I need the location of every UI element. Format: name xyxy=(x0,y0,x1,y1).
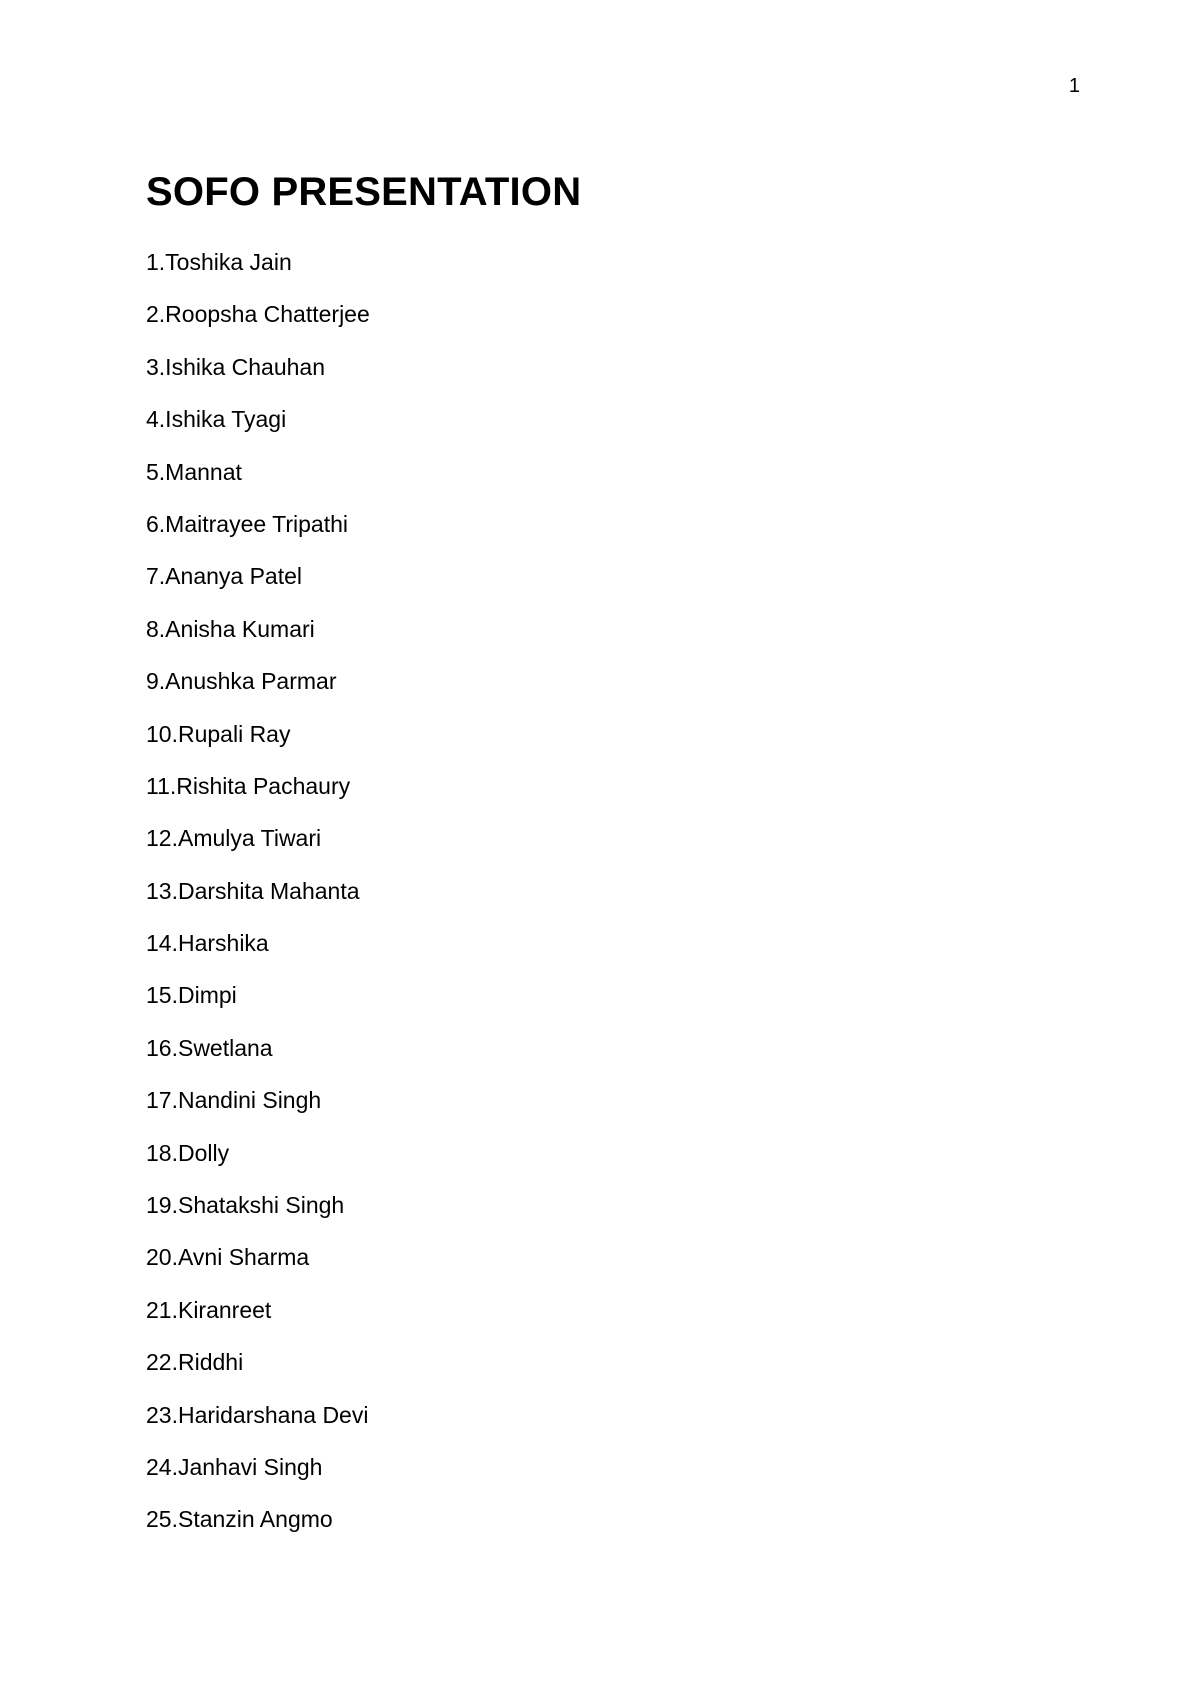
list-item: 17.Nandini Singh xyxy=(146,1087,322,1114)
list-item: 9.Anushka Parmar xyxy=(146,668,337,695)
list-item: 3.Ishika Chauhan xyxy=(146,353,326,380)
list-item: 11.Rishita Pachaury xyxy=(146,772,351,799)
list-item: 25.Stanzin Angmo xyxy=(146,1506,333,1533)
document-title: SOFO PRESENTATION xyxy=(146,170,582,214)
list-item: 20.Avni Sharma xyxy=(146,1244,310,1271)
list-item: 1.Toshika Jain xyxy=(146,249,292,275)
list-item: 2.Roopsha Chatterjee xyxy=(146,301,370,328)
list-item: 22.Riddhi xyxy=(146,1349,244,1376)
list-item: 6.Maitrayee Tripathi xyxy=(146,510,348,537)
list-item: 8.Anisha Kumari xyxy=(146,615,315,642)
name-list xyxy=(146,248,370,1558)
list-item: 10.Rupali Ray xyxy=(146,720,291,747)
list-item: 4.Ishika Tyagi xyxy=(146,406,287,433)
list-item: 12.Amulya Tiwari xyxy=(146,825,322,852)
list-item: 16.Swetlana xyxy=(146,1034,273,1061)
list-item: 7.Ananya Patel xyxy=(146,563,303,590)
list-item: 15.Dimpi xyxy=(146,982,237,1009)
list-item: 14.Harshika xyxy=(146,930,269,957)
list-item: 5.Mannat xyxy=(146,458,242,485)
page-number: 1 xyxy=(1068,75,1080,97)
list-item: 24.Janhavi Singh xyxy=(146,1453,323,1480)
list-item: 18.Dolly xyxy=(146,1139,230,1166)
list-item: 19.Shatakshi Singh xyxy=(146,1192,345,1219)
list-item: 21.Kiranreet xyxy=(146,1296,272,1323)
list-item: 13.Darshita Mahanta xyxy=(146,877,360,904)
list-item: 23.Haridarshana Devi xyxy=(146,1401,369,1428)
